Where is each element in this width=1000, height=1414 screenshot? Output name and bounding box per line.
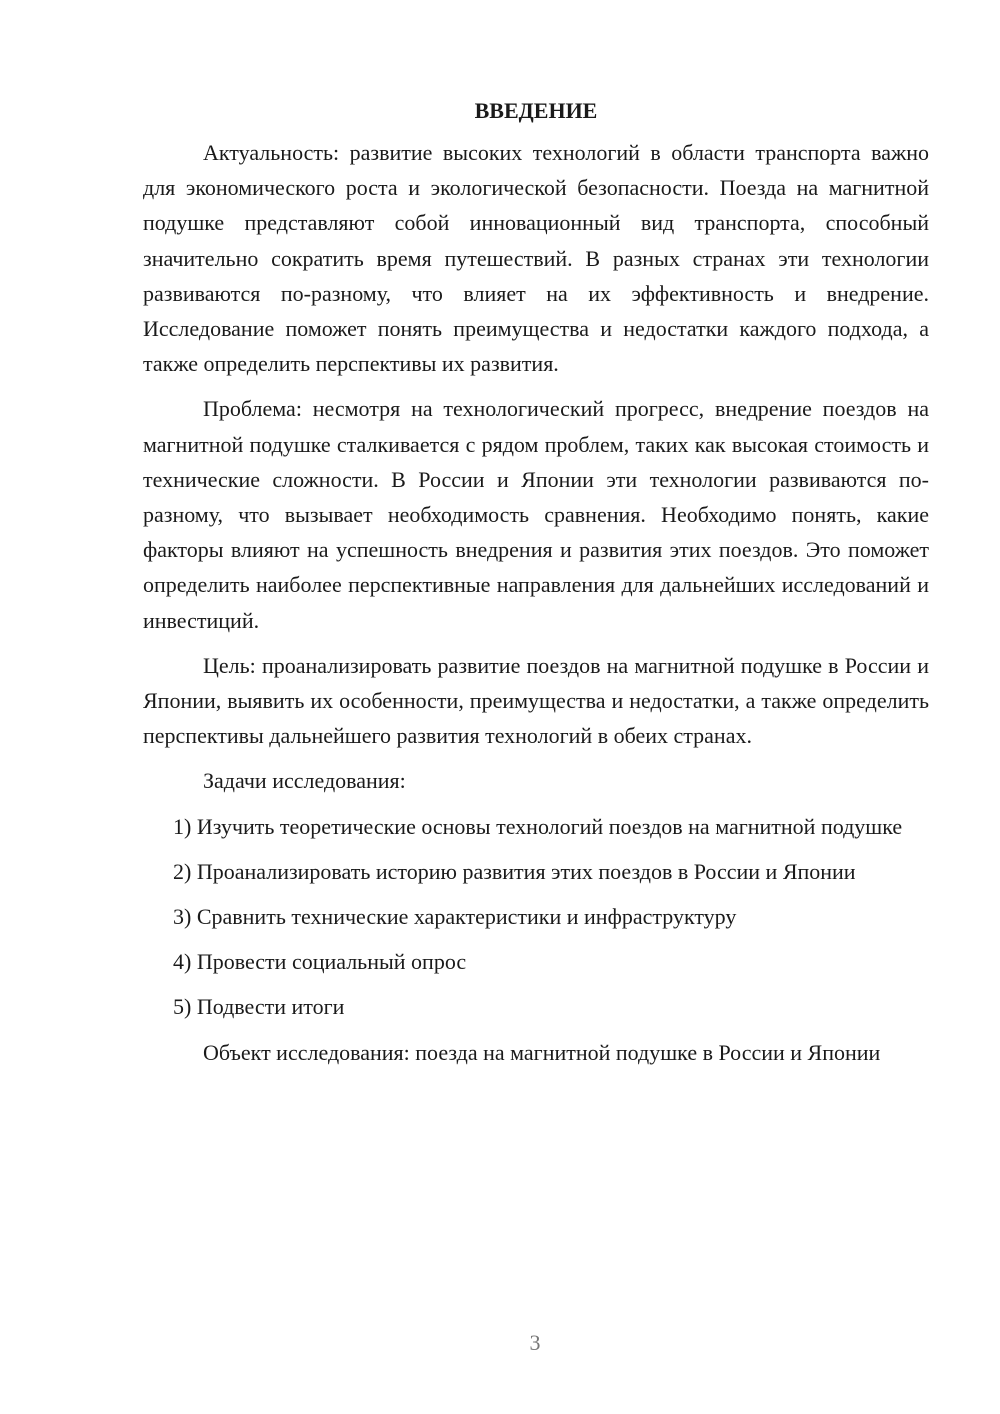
task-item: 4) Провести социальный опрос [173, 949, 467, 975]
tasks-list [143, 809, 929, 1025]
section-title: ВВЕДЕНИЕ [474, 98, 598, 123]
problem-paragraph: Проблема: несмотря на технологический прогресс, внедрение поездов на магнитной подушке сталкивается с рядом проблем, таких как высокая стоимость и технические сложности. В России и Японии эти технологии развиваются по-разному, что вызывает необходимость сравнения. Необходимо понять, какие факторы влияют на успешность внедрения и развития этих поездов. Это поможет определить наиболее перспективные направления для дальнейших исследований и инвестиций. [143, 396, 929, 633]
tasks-heading: Задачи исследования: [203, 768, 406, 794]
task-item: 1) Изучить теоретические основы технологий поездов на магнитной подушке [173, 813, 903, 839]
page-number: 3 [529, 1330, 541, 1355]
document-page [143, 96, 929, 1080]
task-item: 3) Сравнить технические характеристики и инфраструктуру [173, 904, 737, 930]
task-item: 5) Подвести итоги [173, 994, 345, 1020]
object-paragraph: Объект исследования: поезда на магнитной подушке в России и Японии [203, 1039, 881, 1065]
task-item: 2) Проанализировать историю развития этих поездов в России и Японии [173, 858, 856, 884]
goal-paragraph: Цель: проанализировать развитие поездов на магнитной подушке в России и Японии, выявить их особенности, преимущества и недостатки, а также определить перспективы дальнейшего развития технологий в обеих странах. [143, 652, 929, 749]
relevance-paragraph: Актуальность: развитие высоких технологий в области транспорта важно для экономического роста и экологической безопасности. Поезда на магнитной подушке представляют собой инновационный вид транспорта, способный значительно сократить время путешествий. В разных странах эти технологии развиваются по-разному, что влияет на их эффективность и внедрение. Исследование поможет понять преимущества и недостатки каждого подхода, а также определить перспективы их развития. [143, 140, 929, 377]
